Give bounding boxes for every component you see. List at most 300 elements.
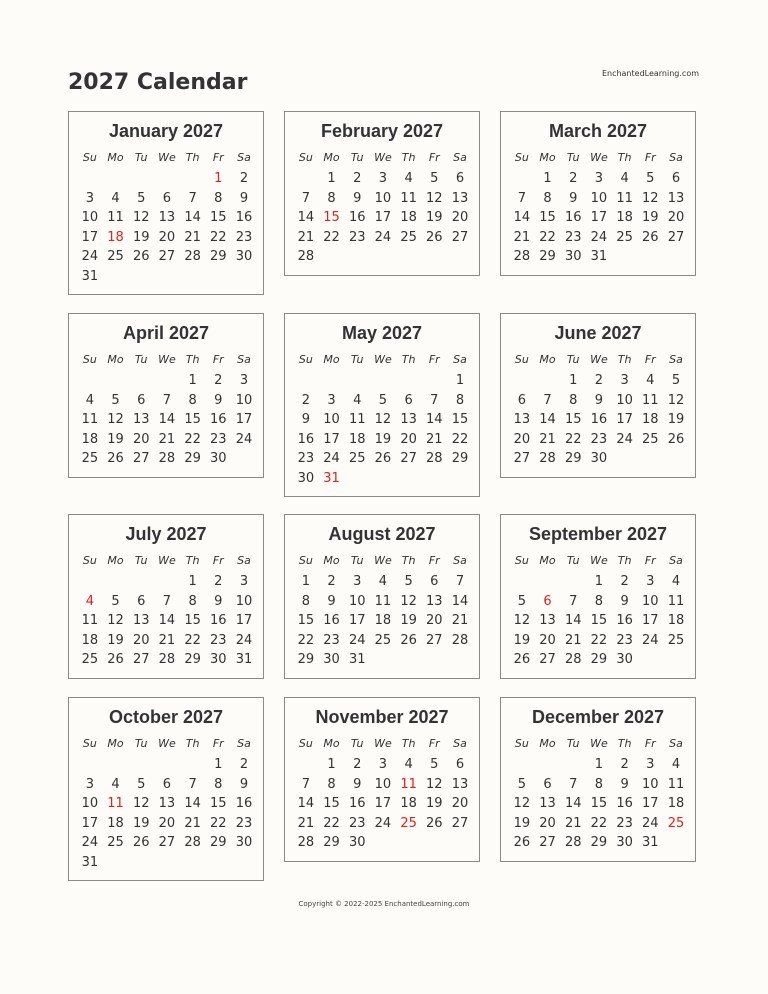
day: 16 [564, 210, 582, 225]
day: 13 [539, 613, 556, 628]
day: 30 [564, 249, 582, 264]
month-title: October 2027 [108, 707, 224, 727]
day: 30 [297, 470, 315, 486]
day-grid [77, 147, 263, 286]
weekday-label: Th [617, 151, 632, 164]
weekday-label: Su [82, 554, 97, 567]
weekday-label: Fr [428, 554, 440, 567]
weekday-label: Th [185, 554, 200, 567]
month-title: March 2027 [548, 121, 648, 141]
day: 6 [455, 757, 465, 772]
day: 5 [378, 392, 388, 408]
day: 5 [430, 171, 439, 186]
day: 30 [210, 451, 227, 466]
day: 1 [188, 373, 197, 388]
day: 18 [667, 613, 685, 628]
day: 16 [210, 412, 227, 427]
day: 28 [158, 652, 176, 667]
holiday-day: 11 [107, 796, 124, 811]
weekday-label: Su [298, 737, 313, 750]
day: 20 [132, 632, 150, 648]
day: 30 [616, 835, 633, 850]
day: 15 [539, 210, 556, 225]
day: 4 [646, 373, 655, 388]
day: 29 [210, 249, 227, 264]
weekday-label: We [590, 554, 608, 567]
day: 11 [107, 210, 124, 225]
day: 24 [590, 229, 608, 245]
holiday-day: 18 [107, 229, 124, 245]
holiday-day: 6 [543, 593, 552, 609]
day: 29 [539, 249, 556, 264]
day: 21 [451, 613, 469, 628]
day: 23 [590, 431, 608, 447]
day: 12 [374, 412, 392, 427]
day: 16 [616, 796, 633, 811]
day: 21 [539, 431, 556, 447]
weekday-label: Th [617, 737, 632, 750]
day: 27 [158, 835, 176, 850]
weekday-label: Fr [428, 353, 440, 366]
weekday-label: Mo [539, 737, 556, 750]
day: 20 [158, 229, 176, 245]
weekday-label: Mo [539, 554, 556, 567]
day: 23 [210, 431, 227, 447]
day: 1 [301, 574, 310, 589]
weekday-label: Th [617, 353, 632, 366]
weekday-label: Sa [453, 353, 467, 366]
day: 5 [111, 593, 120, 609]
weekday-label: Tu [566, 737, 580, 750]
day: 21 [158, 632, 176, 648]
day: 27 [132, 652, 150, 667]
month-12 [500, 697, 696, 862]
day: 23 [564, 229, 582, 245]
day: 19 [667, 412, 685, 427]
day: 5 [137, 190, 146, 206]
weekday-label: Mo [323, 151, 340, 164]
day: 23 [348, 815, 366, 831]
weekday-label: Sa [237, 151, 251, 164]
day: 10 [235, 593, 253, 609]
day: 17 [642, 613, 659, 628]
day: 17 [616, 412, 633, 427]
day: 18 [616, 210, 633, 225]
day: 4 [671, 574, 681, 589]
day: 4 [353, 392, 362, 408]
day: 28 [513, 249, 531, 264]
day: 12 [400, 593, 417, 609]
day: 4 [85, 392, 94, 408]
day: 14 [451, 593, 469, 609]
day: 9 [569, 190, 578, 206]
day: 20 [400, 431, 417, 447]
day: 16 [590, 412, 608, 427]
day: 12 [107, 613, 124, 628]
weekday-label: Tu [566, 151, 580, 164]
day: 22 [590, 632, 608, 648]
day: 7 [162, 392, 172, 408]
day: 26 [513, 835, 531, 850]
day: 28 [564, 652, 582, 667]
weekday-label: Su [82, 353, 97, 366]
day: 4 [378, 574, 388, 589]
day: 6 [455, 171, 465, 186]
day: 5 [111, 392, 120, 408]
day: 24 [235, 431, 253, 447]
day: 8 [455, 392, 465, 408]
weekday-label: We [374, 353, 392, 366]
day: 12 [667, 392, 685, 408]
weekday-label: Su [514, 353, 529, 366]
day: 20 [451, 796, 469, 811]
day: 25 [667, 632, 685, 648]
day: 29 [564, 451, 582, 466]
day: 8 [594, 776, 604, 792]
day: 14 [184, 796, 201, 811]
day: 11 [374, 593, 392, 609]
day: 28 [297, 835, 315, 850]
holiday-day: 31 [323, 470, 340, 486]
day: 13 [158, 796, 176, 811]
day: 9 [301, 412, 310, 427]
day: 5 [517, 593, 526, 609]
day: 7 [430, 392, 439, 408]
day: 8 [301, 593, 310, 609]
day: 11 [642, 392, 659, 408]
day: 20 [539, 815, 556, 831]
day: 6 [671, 171, 681, 186]
day: 8 [327, 776, 336, 792]
weekday-label: We [374, 737, 392, 750]
day: 20 [667, 210, 685, 225]
weekday-label: Su [298, 353, 313, 366]
empty-cell [560, 572, 586, 592]
day: 28 [426, 451, 443, 466]
day: 16 [348, 796, 366, 811]
weekday-label: Mo [539, 353, 556, 366]
day: 21 [513, 229, 531, 245]
day: 7 [188, 190, 197, 206]
day: 24 [235, 632, 253, 648]
day: 4 [111, 190, 120, 206]
day: 3 [646, 757, 655, 772]
day: 13 [400, 412, 417, 427]
day: 5 [517, 776, 526, 792]
day: 3 [646, 574, 655, 589]
weekday-label: Fr [644, 353, 656, 366]
day: 22 [564, 431, 582, 447]
day: 26 [400, 632, 417, 648]
day: 9 [620, 776, 629, 792]
holiday-day: 25 [400, 815, 417, 831]
day: 24 [642, 815, 659, 831]
day: 2 [239, 171, 249, 186]
weekday-label: Th [185, 151, 200, 164]
day: 17 [642, 796, 659, 811]
empty-cell [293, 755, 319, 775]
day: 17 [374, 210, 392, 225]
month-title: January 2027 [108, 121, 224, 141]
day: 15 [323, 796, 340, 811]
day: 24 [642, 632, 659, 648]
weekday-label: Mo [107, 353, 124, 366]
month-8 [284, 514, 480, 679]
day: 18 [400, 210, 417, 225]
day: 25 [400, 229, 417, 245]
day: 9 [353, 190, 362, 206]
day: 6 [404, 392, 413, 408]
day: 15 [590, 613, 608, 628]
day: 27 [451, 815, 469, 831]
day: 25 [374, 632, 392, 648]
holiday-day: 1 [214, 171, 223, 186]
day: 20 [426, 613, 443, 628]
empty-cell [535, 371, 561, 391]
day: 2 [569, 171, 578, 186]
day: 18 [374, 613, 392, 628]
day: 6 [162, 190, 172, 206]
empty-cell [128, 169, 154, 189]
day: 23 [616, 815, 633, 831]
empty-cell [344, 371, 370, 391]
day: 16 [323, 613, 340, 628]
day: 15 [184, 613, 201, 628]
empty-cell [293, 371, 319, 391]
day: 19 [107, 431, 124, 447]
day: 25 [107, 835, 124, 850]
day: 11 [81, 613, 99, 628]
day: 13 [451, 776, 469, 792]
day: 29 [184, 451, 201, 466]
day: 17 [81, 815, 99, 831]
day: 12 [426, 776, 443, 792]
weekday-label: Tu [350, 353, 364, 366]
empty-cell [77, 169, 103, 189]
day: 23 [323, 632, 340, 648]
day: 27 [400, 451, 417, 466]
day: 8 [543, 190, 552, 206]
day: 30 [210, 652, 227, 667]
day-grid [509, 550, 695, 670]
day: 14 [297, 210, 315, 225]
day: 7 [543, 392, 552, 408]
day: 10 [642, 776, 659, 792]
month-2 [284, 111, 480, 276]
weekday-label: Fr [212, 353, 224, 366]
day: 26 [667, 431, 685, 447]
day: 26 [107, 451, 124, 466]
weekday-label: Th [185, 737, 200, 750]
day: 3 [353, 574, 362, 589]
day: 29 [590, 652, 608, 667]
day: 7 [301, 190, 310, 206]
month-title: June 2027 [554, 323, 642, 343]
day: 9 [214, 593, 223, 609]
day: 2 [301, 392, 310, 408]
weekday-label: Su [514, 554, 529, 567]
day: 30 [348, 835, 366, 850]
day: 13 [667, 190, 685, 206]
day: 13 [132, 613, 150, 628]
day-grid [293, 147, 479, 267]
weekday-label: Tu [350, 554, 364, 567]
day: 2 [239, 757, 249, 772]
day: 21 [297, 229, 315, 245]
day: 2 [594, 373, 604, 388]
day: 4 [111, 776, 120, 792]
day: 21 [184, 229, 201, 245]
weekday-label: Sa [453, 151, 467, 164]
month-9 [500, 514, 696, 679]
day: 14 [184, 210, 201, 225]
day: 6 [517, 392, 526, 408]
day-grid [509, 349, 695, 469]
day: 2 [353, 757, 362, 772]
day: 20 [539, 632, 556, 648]
day: 1 [543, 171, 552, 186]
day: 18 [81, 632, 99, 648]
empty-cell [560, 755, 586, 775]
empty-cell [103, 572, 129, 592]
day: 3 [327, 392, 336, 408]
day-grid [77, 550, 263, 670]
day: 15 [210, 210, 227, 225]
weekday-label: Su [82, 737, 97, 750]
day: 18 [348, 431, 366, 447]
day: 7 [188, 776, 197, 792]
day: 28 [184, 835, 201, 850]
weekday-label: We [374, 554, 392, 567]
month-4 [68, 313, 264, 478]
day: 25 [81, 652, 99, 667]
day: 14 [426, 412, 443, 427]
empty-cell [509, 755, 535, 775]
day: 19 [107, 632, 124, 648]
day: 14 [539, 412, 556, 427]
day: 1 [569, 373, 578, 388]
day: 17 [348, 613, 366, 628]
day: 8 [188, 593, 197, 609]
day: 29 [323, 835, 340, 850]
weekday-label: Mo [539, 151, 556, 164]
day: 25 [348, 451, 366, 466]
empty-cell [180, 169, 206, 189]
day: 18 [642, 412, 659, 427]
weekday-label: Th [401, 151, 416, 164]
day: 2 [620, 574, 629, 589]
day: 4 [620, 171, 629, 186]
day: 24 [81, 835, 99, 850]
day: 22 [184, 632, 201, 648]
day: 13 [426, 593, 443, 609]
day: 13 [539, 796, 556, 811]
weekday-label: Th [617, 554, 632, 567]
day: 8 [214, 190, 223, 206]
day: 3 [620, 373, 629, 388]
day: 22 [210, 229, 227, 245]
day: 27 [451, 229, 469, 245]
weekday-label: Sa [237, 554, 251, 567]
day: 25 [107, 249, 124, 264]
weekday-label: Mo [323, 353, 340, 366]
day: 1 [455, 373, 465, 388]
day: 3 [378, 171, 388, 186]
day: 1 [214, 757, 223, 772]
day: 6 [137, 593, 146, 609]
day: 6 [137, 392, 146, 408]
month-title: November 2027 [315, 707, 449, 727]
weekday-label: Tu [134, 737, 148, 750]
month-title: May 2027 [341, 323, 423, 343]
empty-cell [77, 572, 103, 592]
day: 28 [539, 451, 556, 466]
day: 14 [158, 613, 176, 628]
day: 28 [451, 632, 469, 648]
weekday-label: Tu [566, 554, 580, 567]
holiday-day: 4 [85, 593, 94, 609]
day: 26 [513, 652, 531, 667]
day: 7 [455, 574, 465, 589]
day: 15 [590, 796, 608, 811]
day: 26 [107, 652, 124, 667]
day: 28 [564, 835, 582, 850]
empty-cell [421, 371, 447, 391]
weekday-label: We [590, 151, 608, 164]
day: 27 [158, 249, 176, 264]
day-grid [509, 733, 695, 853]
day: 21 [564, 815, 582, 831]
day: 17 [81, 229, 99, 245]
day: 5 [404, 574, 413, 589]
empty-cell [128, 755, 154, 775]
weekday-label: Fr [644, 554, 656, 567]
day: 20 [513, 431, 531, 447]
day: 6 [430, 574, 439, 589]
empty-cell [509, 572, 535, 592]
day: 19 [374, 431, 392, 447]
weekday-label: Tu [134, 554, 148, 567]
day: 19 [132, 229, 150, 245]
day: 10 [374, 776, 392, 792]
weekday-label: Tu [566, 353, 580, 366]
empty-cell [154, 371, 180, 391]
weekday-label: Sa [669, 554, 683, 567]
day: 9 [239, 776, 249, 792]
weekday-label: Su [82, 151, 97, 164]
day: 7 [569, 776, 578, 792]
empty-cell [154, 755, 180, 775]
day: 27 [667, 229, 685, 245]
day: 16 [348, 210, 366, 225]
day: 13 [513, 412, 531, 427]
day: 15 [451, 412, 469, 427]
weekday-label: Th [185, 353, 200, 366]
day: 28 [297, 249, 315, 264]
weekday-label: Mo [323, 737, 340, 750]
day: 19 [400, 613, 417, 628]
day: 19 [132, 815, 150, 831]
weekday-label: Mo [107, 554, 124, 567]
weekday-label: We [158, 151, 176, 164]
day: 22 [323, 815, 340, 831]
day: 1 [327, 757, 336, 772]
day: 9 [620, 593, 629, 609]
day: 17 [590, 210, 608, 225]
weekday-label: Sa [669, 737, 683, 750]
weekday-label: Fr [428, 737, 440, 750]
day: 20 [451, 210, 469, 225]
